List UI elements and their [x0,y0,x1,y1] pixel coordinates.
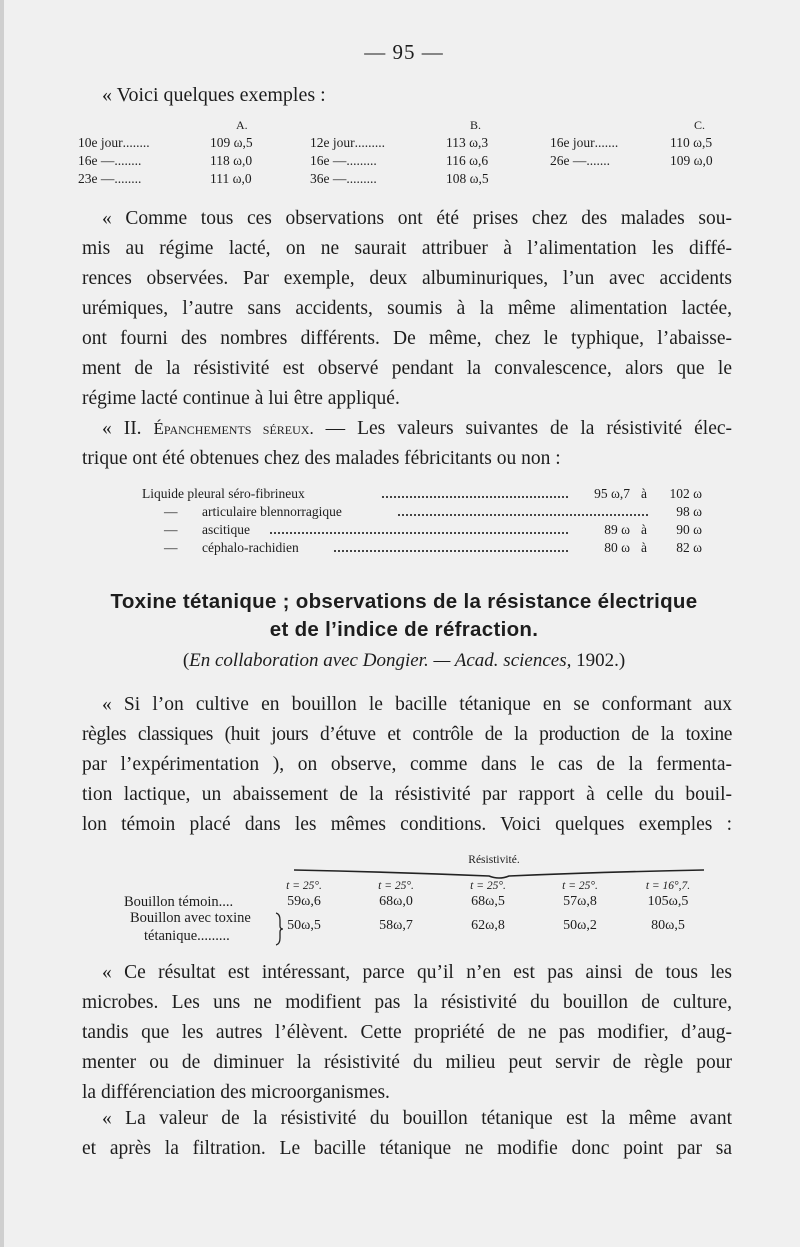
example-row: 16e jour....... [550,135,619,150]
example-row: 36e —......... [310,171,377,186]
fluid-resistivity-list [124,486,702,558]
example-row: 16e —......... [310,153,377,168]
text-line: tion lactique, un abaissement de la résistivité par rapport à celle du bouil- [82,784,732,805]
table-cell: 59ω,6 [287,894,321,909]
text-line: « La valeur de la résistivité du bouillon tétanique est la même avant [102,1108,732,1129]
table-cell: 68ω,0 [379,894,413,909]
paragraph-bacille [82,690,732,840]
text-line: et après la filtration. Le bacille tétanique ne modifie donc point par sa [82,1138,732,1159]
column-header-a: A. [236,118,248,132]
text-line: « Ce résultat est intéressant, parce qu’il n’en est pas ainsi de tous les [102,962,732,983]
example-value: 113 ω,3 [446,135,489,150]
column-header: t = 16°,7. [645,880,691,892]
example-value: 110 ω,5 [670,135,713,150]
page-number: — 95 — [364,40,444,64]
text-line: par l’expérimentation ), on observe, comme dans le cas de la fermenta- [82,754,732,775]
text-line: mis au régime lacté, on ne saurait attribuer à l’alimentation les diffé- [82,238,732,259]
fluid-row: — articulaire blennorragique 98 ω [164,504,702,519]
column-header: t = 25°. [470,880,506,892]
table-cell: 68ω,5 [471,894,505,909]
section-title-line1: Toxine tétanique ; observations de la résistance électrique [110,590,698,613]
text-line: menter ou de diminuer la résistivité du milieu peut servir de règle pour [82,1052,732,1073]
example-value: 108 ω,5 [446,171,489,186]
paragraph-filtration [82,1104,732,1164]
row-label: Bouillon témoin.... [124,894,234,910]
text-line: ont fourni des nombres différents. De même, chez le typhique, l’abaisse- [82,328,732,349]
table-title: Résistivité. [468,854,520,866]
text-line: « Comme tous ces observations ont été prises chez des malades sou- [102,208,732,229]
table-cell: 50ω,5 [287,918,321,933]
row-label: tétanique......... [144,928,230,944]
column-header: t = 25°. [562,880,598,892]
table-cell: 105ω,5 [647,894,689,909]
example-row: 26e —....... [550,153,610,168]
table-cell: 80ω,5 [651,918,685,933]
fluid-row: — ascitique 89 ω à 90 ω [164,522,702,537]
text-line: « Si l’on cultive en bouillon le bacille tétanique en se conformant aux [102,694,732,715]
text-line: règles classiques (huit jours d’étuve et contrôle de la production de la toxine [82,724,732,745]
example-row: 23e —........ [78,171,142,186]
text-line: rences observées. Par exemple, deux albuminuriques, l’un avec accidents [82,268,732,289]
text-line: trique ont été obtenues chez des malades fébricitants ou non : [82,448,561,469]
column-header-c: C. [694,118,706,132]
text-line: microbes. Les uns ne modifient pas la résistivité du bouillon de culture, [82,992,732,1013]
text-line: tandis que les autres l’élèvent. Cette propriété de ne pas modifier, d’aug- [82,1022,732,1043]
example-value: 109 ω,0 [670,153,713,168]
table-cell: 57ω,8 [563,894,597,909]
column-header: t = 25°. [286,880,322,892]
row-label: Bouillon avec toxine [130,910,251,926]
paragraph-epanchements [82,414,732,474]
text-line: lon témoin placé dans les mêmes conditions. Voici quelques exemples : [82,814,732,835]
example-value: 109 ω,5 [210,135,253,150]
paragraph-resultat [82,958,732,1108]
fluid-row: Liquide pleural séro-fibrineux 95 ω,7 à 102 ω [142,486,702,501]
fluid-row: — céphalo-rachidien 80 ω à 82 ω [164,540,702,555]
table-cell: 58ω,7 [379,918,413,933]
table-cell: 62ω,8 [471,918,505,933]
text-line: la différenciation des microorganismes. [82,1082,390,1103]
text-line: urémiques, l’autre sans accidents, soumis à la même alimentation lactée, [82,298,732,319]
section-title-line2: et de l’indice de réfraction. [269,618,539,641]
example-value: 118 ω,0 [210,153,253,168]
text-line: régime lacté continue à lui être appliqué. [82,388,400,409]
column-header-b: B. [470,118,482,132]
text-line: « II. Épanchements séreux. — Les valeurs suivantes de la résistivité élec- [102,418,732,439]
example-row: 16e —........ [78,153,142,168]
example-row: 12e jour......... [310,135,385,150]
column-header: t = 25°. [378,880,414,892]
example-value: 116 ω,6 [446,153,489,168]
example-row: 10e jour........ [78,135,150,150]
table-cell: 50ω,2 [563,918,597,933]
intro-line: « Voici quelques exemples : [102,84,326,106]
text-line: ment de la résistivité est observé pendant la convalescence, alors que le [82,358,732,379]
example-value: 111 ω,0 [210,171,252,186]
paragraph-observations [82,204,732,414]
collaboration-note: (En collaboration avec Dongier. — Acad. sciences, 1902.) [182,650,626,671]
